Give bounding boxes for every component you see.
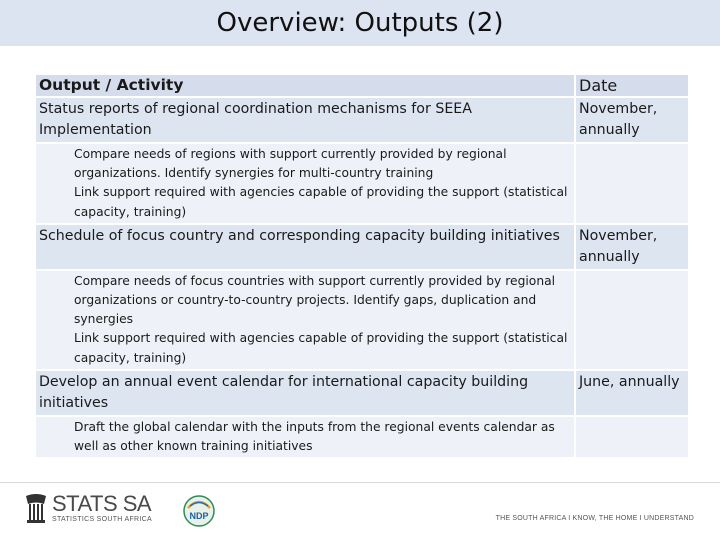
date-cell: November, annually <box>576 98 688 142</box>
table-row <box>36 417 688 457</box>
date-cell <box>576 271 688 369</box>
date-cell: November, annually <box>576 225 688 269</box>
activity-cell: Draft the global calendar with the inputs from the regional events calendar as well as other known training initiatives <box>36 417 574 457</box>
output-cell: Status reports of regional coordination mechanisms for SEEA Implementation <box>36 98 574 142</box>
output-cell: Develop an annual event calendar for international capacity building initiatives <box>36 371 574 415</box>
header-date: Date <box>576 75 688 96</box>
ndp-logo <box>182 494 216 532</box>
ndp-logo-text: NDP <box>189 511 209 521</box>
header-activity: Output / Activity <box>36 75 574 96</box>
activity-line: Compare needs of focus countries with support currently provided by regional organizations or country-to-country projects. Identify gaps, duplication and synergies <box>74 273 556 327</box>
activity-cell <box>36 271 574 369</box>
page-title: Overview: Outputs (2) <box>216 8 504 38</box>
table-row <box>36 98 688 142</box>
table-row <box>36 144 688 223</box>
title-bar <box>0 0 720 46</box>
stats-sa-name: STATS SA <box>52 490 152 516</box>
stats-sa-emblem-icon <box>24 492 48 524</box>
table-row <box>36 271 688 369</box>
date-cell <box>576 417 688 457</box>
tagline: THE SOUTH AFRICA I KNOW, THE HOME I UNDERSTAND <box>495 515 694 522</box>
date-cell: June, annually <box>576 371 688 415</box>
footer-divider <box>0 482 720 483</box>
activity-line: Link support required with agencies capable of providing the support (statistical capacity, training) <box>74 185 568 219</box>
stats-sa-subtitle: STATISTICS SOUTH AFRICA <box>52 515 152 523</box>
activity-line: Compare needs of regions with support currently provided by regional organizations. Identify synergies for multi-country training <box>74 147 507 181</box>
ndp-emblem-icon <box>182 494 216 528</box>
table-row <box>36 371 688 415</box>
table-row <box>36 225 688 269</box>
activity-cell <box>36 144 574 223</box>
outputs-table <box>34 73 690 459</box>
table-header-row <box>36 75 688 96</box>
output-cell: Schedule of focus country and corresponding capacity building initiatives <box>36 225 574 269</box>
date-cell <box>576 144 688 223</box>
activity-line: Link support required with agencies capable of providing the support (statistical capacity, training) <box>74 331 568 365</box>
stats-sa-logo <box>24 492 152 524</box>
